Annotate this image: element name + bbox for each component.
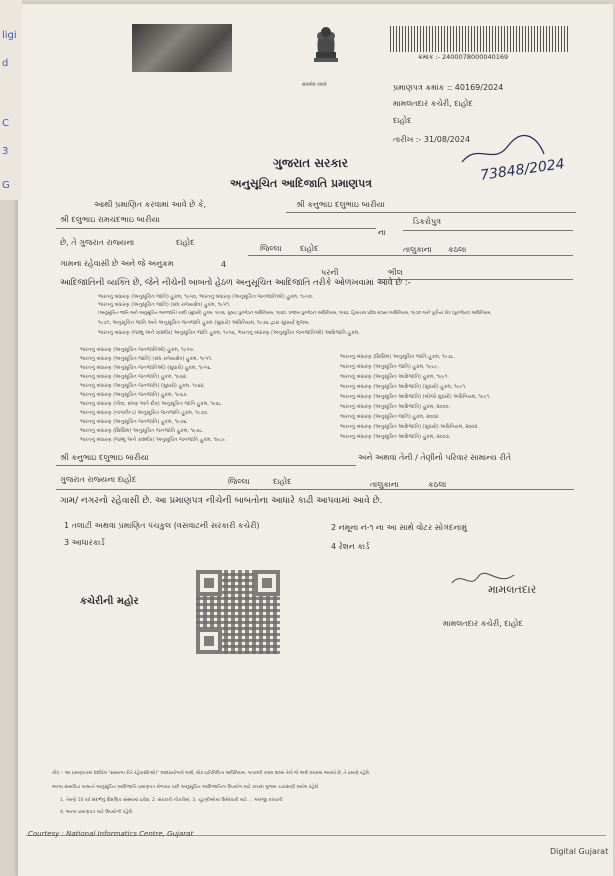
residence-line: ગામ/ નગરનો રહેવાસી છે. આ પ્રમાણપત્ર નીચેની બાબતોના આધારે કાઢી આપવામાં આવે છે. bbox=[60, 496, 383, 506]
schedule-right-2: ભારતનું બંધારણ (અનુસૂચિત આદિજાતિ) હુકમ, ૧૯૯૧. bbox=[340, 374, 449, 380]
behind-text-3: 3 bbox=[2, 146, 9, 157]
line4-prefix: ગામના રહેવાસી છે અને જે અનુક્રમ bbox=[60, 259, 174, 268]
note-1: નોંધ :- આ પ્રમાણપત્રમાં દર્શાવેલ "સામાન્ય રીતે રહેવાસી(ઓ)" શબ્દપ્રયોગનો અર્થ, લોક-પ્રતિનિધિત્વ અધિનિયમ, ૧૯૫૦ની કલમ ૨૦માં તેનો જે અર્થ કરવામાં આવ્યો છે, તે પ્રમાણે રહેશે. bbox=[52, 771, 371, 776]
line3-district2: દાહોદ bbox=[300, 244, 319, 253]
state-district: દાહોદ bbox=[273, 477, 292, 486]
behind-text-0: ligi bbox=[2, 30, 17, 41]
officer-title: મામલતદાર bbox=[488, 583, 537, 596]
schedule-left-0: ભારતનું બંધારણ (અનુસૂચિત જનજાતિઓ) હુકમ, ૧૯૫૦. bbox=[80, 347, 195, 353]
schedule-right-8: ભારતનું બંધારણ (અનુસૂચિત આદિજાતિ) હુકમ, ૨૦૦૩. bbox=[340, 434, 451, 440]
certificate-title: અનુસૂચિત આદિજાતિ પ્રમાણપત્ર bbox=[230, 177, 373, 190]
schedule-right-3: ભારતનું બંધારણ (અનુસૂચિત આદિજાતિ) (સુધારો) હુકમ, ૧૯૯૧. bbox=[340, 384, 467, 390]
intro-text: આથી પ્રમાણિત કરવામાં આવે છે કે, bbox=[94, 200, 207, 209]
issuing-office: મામલતદાર કચેરી, દાહોદ bbox=[393, 99, 473, 108]
emblem-caption: सत्यमेव जयते bbox=[302, 82, 327, 88]
certificate-number: પ્રમાણપત્ર ક્રમાંક :: 40169/2024 bbox=[393, 83, 504, 92]
line4-number: 4 bbox=[221, 260, 227, 269]
behind-text-4: G bbox=[2, 180, 10, 191]
schedule-left-5: ભારતનું બંધારણ (અનુસૂચિત જનજાતિ) હુકમ, ૧૯૬૭. bbox=[80, 392, 188, 398]
applicant-photo bbox=[132, 24, 232, 72]
state-district-label: જિલ્લા bbox=[228, 477, 250, 486]
note-2: અન્ય સમાવિષ્ટ બાબતો અનુસૂચિત આદિજાતિ પ્રમાણપત્ર મેળવ્યા પછી અનુસૂચિત આદિજાતિના ઉપયોગ માટે કાયદા મુજબ ચકાસણી થયેલ રહેશે. bbox=[52, 785, 320, 790]
schedule-right-1: ભારતનું બંધારણ (અનુસૂચિત જાતિ) હુકમ, ૧૯૮૯. bbox=[340, 364, 439, 370]
schedule-wide-3: ૧૯૭૧, અનુસૂચિત જાતિ અને અનુસૂચિત જનજાતિ હુકમ (સુધારો) અધિનિયમ, ૧૯૭૬ દ્વારા સુધાર્યા મુજબ. bbox=[98, 320, 311, 326]
basis-item-3: 3 આધારકાર્ડ bbox=[64, 538, 105, 547]
native-label: ના bbox=[378, 228, 386, 237]
schedule-left-7: ભારતનું બંધારણ (નાગાલેન્ડ) અનુસૂચિત જનજાતિ હુકમ, ૧૯૭૦. bbox=[80, 410, 209, 416]
schedule-left-9: ભારતનું બંધારણ (સિક્કિમ) અનુસૂચિત જનજાતિ હુકમ, ૧૯૭૮. bbox=[80, 428, 204, 434]
schedule-left-1: ભારતનું બંધારણ (અનુસૂચિત જાતિ) (સંઘ રાજ્યક્ષેત્ર) હુકમ, ૧૯૫૧. bbox=[80, 356, 213, 362]
line5-text: આદિજાતિની વ્યક્તિ છે, જેને નીચેની બાબતો હેઠળ અનુસૂચિત આદિજાતિ તરીકે ઓળખવામાં આવે છે :- bbox=[60, 278, 411, 288]
state-line: ગુજરાત રાજ્યના દાહોદ bbox=[60, 475, 137, 484]
basis-item-2: 2 નમૂના નં-૧ ના આ સાથે વોટર સોગંદનામું bbox=[331, 523, 467, 532]
subject-tail: અને અથવા તેની / તેણીનો પરિવાર સામાન્ય રીતે bbox=[358, 453, 512, 462]
courtesy-text: Courtesy : National Informatics Centre, Gujarat bbox=[28, 830, 194, 838]
digital-gujarat-brand: Digital Gujarat bbox=[550, 847, 609, 856]
office-seal-label: કચેરીની મહોર bbox=[80, 596, 139, 607]
relation-name: શ્રી દલુભાઇ રામચંદભાઇ બારીયા bbox=[60, 215, 160, 224]
barcode-number: ક્રમાંક :- 2400078000040169 bbox=[418, 53, 509, 61]
background-page bbox=[0, 0, 22, 200]
schedule-left-2: ભારતનું બંધારણ (અનુસૂચિત જનજાતિઓ) (સુધારો) હુકમ, ૧૯૫૬. bbox=[80, 365, 212, 371]
schedule-wide-0: ભારતનું બંધારણ (અનુસૂચિત જાતિ) હુકમ, ૧૯૫૦, ભારતનું બંધારણ (અનુસૂચિત જનજાતિઓ) હુકમ, ૧૯૫૦. bbox=[98, 294, 314, 300]
state-taluka-label: તાલુકાના bbox=[370, 480, 399, 489]
note-3: 1. તેમણે 10 વર્ષ સંદર્ભનું શૈક્ષણિક સંસ્થામાં પ્રવેશ, 2. સરકારી નોકરીમાં, 3. ચૂંટણીઓમાં ઉમેદવારી માટે ... અરજી કરવાની bbox=[60, 798, 283, 803]
certificate-page bbox=[18, 4, 613, 876]
subject-name: શ્રી કનુભાઇ દલુભાઇ બારીયા bbox=[60, 453, 149, 462]
behind-text-1: d bbox=[2, 58, 9, 69]
issuing-place: દાહોદ bbox=[393, 116, 412, 125]
line3-prefix: છે, તે ગુજરાત રાજ્યના bbox=[60, 238, 135, 247]
line3-district-label: જિલ્લા bbox=[260, 244, 282, 253]
native-value: ડિકરોપુત્ર bbox=[413, 217, 442, 226]
tribe-name: ભીલ bbox=[388, 268, 403, 277]
basis-item-1: 1 તલાટી અથવા પ્રમાણિત પંચકુલ (વસવાટની સરકારી કચેરી) bbox=[64, 521, 260, 530]
handwritten-reference: 73848/2024 bbox=[479, 156, 566, 184]
line3-taluka-value: કઠલા bbox=[448, 245, 467, 254]
schedule-right-6: ભારતનું બંધારણ (અનુસૂચિત જાતિ) હુકમ, ૨૦૦૨. bbox=[340, 414, 440, 420]
schedule-right-4: ભારતનું બંધારણ (અનુસૂચિત આદિજાતિ) (બીજો સુધારો) અધિનિયમ, ૧૯૯૧. bbox=[340, 394, 491, 400]
basis-item-4: 4 રેશન કાર્ડ bbox=[331, 542, 370, 551]
schedule-left-4: ભારતનું બંધારણ (અનુસૂચિત જનજાતિ) (સુધારો) હુકમ, ૧૯૬૪. bbox=[80, 383, 206, 389]
line4-mid: પરની bbox=[321, 268, 339, 277]
schedule-right-5: ભારતનું બંધારણ (અનુસૂચિત આદિજાતિ) હુકમ, ૨૦૦૦. bbox=[340, 404, 451, 410]
issue-date: તારીખ :- 31/08/2024 bbox=[393, 135, 471, 144]
schedule-wide-2: (અનુસૂચિત જાતિ અને અનુસૂચિત જનજાતિ) યાદી (સુધારો) હુકમ, ૧૯૫૬, મુંબઇ પુનર્ગઠન અધિનિયમ, ૧૯૬૦, પંજાબ પુનર્ગઠન અધિનિયમ, ૧૯૬૬, હિમાચલ પ્રદેશ રાજ્ય અધિનિયમ, ૧૯૭૦ અને પૂર્વોત્તર ક્ષેત્ર (પુનર્ગઠન) અધિનિયમ, bbox=[98, 311, 492, 316]
schedule-right-7: ભારતનું બંધારણ (અનુસૂચિત આદિજાતિ) (સુધારો) અધિનિયમ, ૨૦૦૨. bbox=[340, 424, 479, 430]
schedule-right-0: ભારતનું બંધારણ (સિક્કિમ) અનુસૂચિત જાતિ હુકમ, ૧૯૭૮. bbox=[340, 354, 456, 360]
qr-code bbox=[196, 570, 280, 654]
person-name: શ્રી કનુભાઇ દલુભાઇ બારીયા bbox=[296, 200, 385, 209]
note-4: 4. અન્ય પ્રમાણપત્ર માટે ઉપયોગી રહેશે. bbox=[60, 810, 134, 815]
schedule-left-8: ભારતનું બંધારણ (અનુસૂચિત જનજાતિ) હુકમ, ૧૯૭૬. bbox=[80, 419, 188, 425]
schedule-wide-1: ભારતનું બંધારણ (અનુસૂચિત જાતિ) (સંઘ રાજ્યક્ષેત્ર) હુકમ, ૧૯૫૧. bbox=[98, 302, 231, 308]
national-emblem-icon bbox=[306, 22, 346, 82]
officer-office: મામલતદાર કચેરી, દાહોદ bbox=[443, 619, 523, 628]
schedule-left-6: ભારતનું બંધારણ (ગોવા, દમણ અને દીવ) અનુસૂચિત જાતિ હુકમ, ૧૯૬૮. bbox=[80, 401, 223, 407]
schedule-left-3: ભારતનું બંધારણ (અનુસૂચિત જનજાતિ) હુકમ, ૧૯૬૨. bbox=[80, 374, 188, 380]
schedule-wide-4: ભારતનું બંધારણ (જમ્મુ અને કાશ્મીર) અનુસૂચિત જાતિ હુકમ, ૧૯૫૬, ભારતનું બંધારણ (અનુસૂચિત જનજાતિઓ) આદિજાતિ હુકમ. bbox=[98, 330, 360, 336]
government-title: ગુજરાત સરકાર bbox=[273, 156, 348, 170]
schedule-left-10: ભારતનું બંધારણ (જમ્મુ અને કાશ્મીર) અનુસૂચિત જનજાતિ હુકમ, ૧૯૮૯. bbox=[80, 437, 227, 443]
barcode bbox=[390, 26, 568, 64]
line3-district-value: દાહોદ bbox=[176, 238, 195, 247]
barcode-bars bbox=[390, 26, 568, 52]
behind-text-2: C bbox=[2, 118, 9, 129]
state-taluka: કઠલા bbox=[428, 480, 447, 489]
signature-initials bbox=[458, 132, 548, 168]
line3-taluka-label: તાલુકાના bbox=[403, 245, 432, 254]
